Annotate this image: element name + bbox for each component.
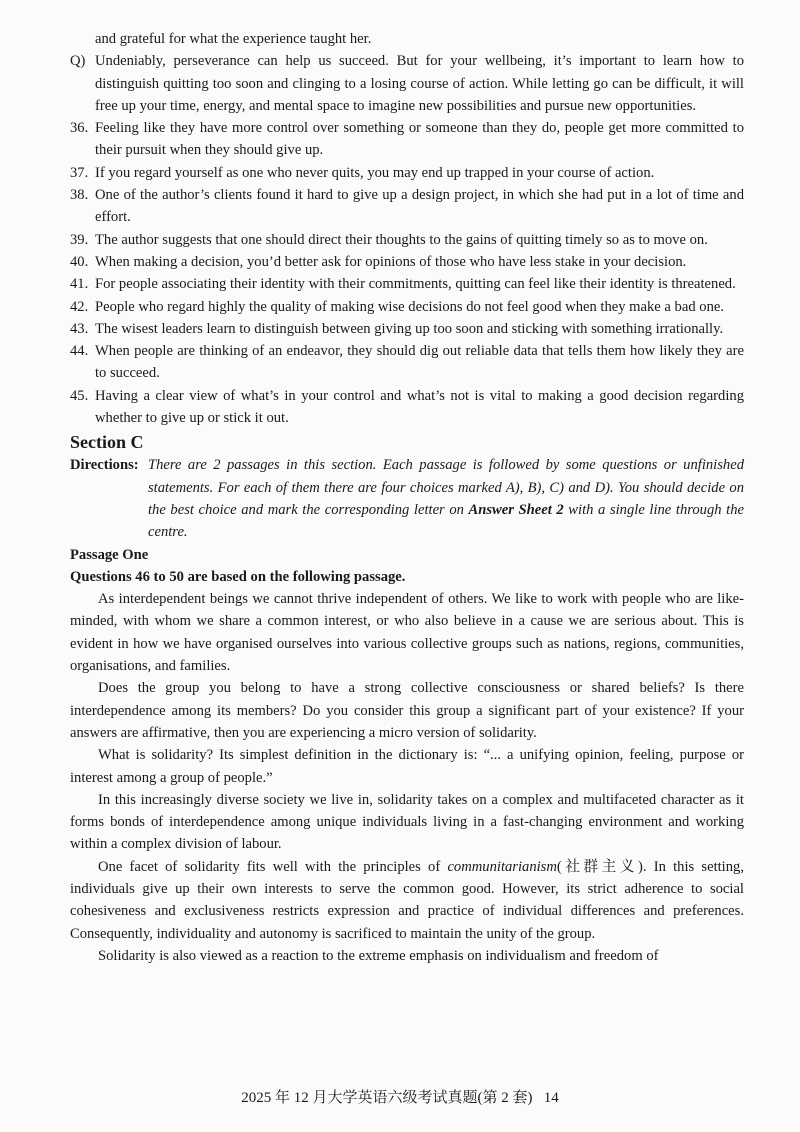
statement-text: People who regard highly the quality of making wise decisions do not feel good when they make a bad one. xyxy=(95,298,724,315)
footer-title: 2025 年 12 月大学英语六级考试真题(第 2 套) xyxy=(241,1090,533,1106)
statement-number: 44. xyxy=(70,343,89,360)
passage-title: Passage One xyxy=(70,546,149,563)
passage-paragraph xyxy=(70,856,744,945)
section-title: Section C xyxy=(70,432,144,453)
statement-item xyxy=(70,117,744,162)
communitarianism-term: communitarianism xyxy=(447,858,557,875)
intro-continuation: and grateful for what the experience taught her. xyxy=(95,31,372,47)
directions-label: Directions: xyxy=(70,457,139,474)
statement-item xyxy=(70,162,744,184)
passage-paragraph: Solidarity is also viewed as a reaction to the extreme emphasis on individualism and freedom of xyxy=(98,947,659,964)
page-footer xyxy=(0,1087,800,1109)
statement-text: If you regard yourself as one who never quits, you may end up trapped in your course of action. xyxy=(95,164,655,181)
statement-number: 38. xyxy=(70,187,89,204)
statement-item xyxy=(70,273,744,295)
statement-text: For people associating their identity with their commitments, quitting can feel like their identity is threatened. xyxy=(95,276,736,293)
statement-number: 43. xyxy=(70,320,89,337)
exam-page xyxy=(70,28,744,967)
statement-item xyxy=(70,296,744,318)
statement-text: Feeling like they have more control over something or someone than they do, people get more committed to their pursuit when they should give up. xyxy=(95,120,744,159)
directions-text xyxy=(148,454,744,543)
directions-text-part-1: There are 2 passages in this section. Each passage is followed by some questions or unfinished statements. For each of them there are four choices marked A), B), C) and D). You should decide on the best choice and mark the corresponding letter on xyxy=(148,457,744,518)
statement-item xyxy=(70,340,744,385)
page-number: 14 xyxy=(543,1090,559,1106)
statement-item xyxy=(70,318,744,340)
questions-heading: Questions 46 to 50 are based on the following passage. xyxy=(70,568,406,585)
statement-number: 42. xyxy=(70,298,89,315)
paragraph-text-after: . In this setting, individuals give up their own interests to serve the common good. However, its strict adherence to social cohesiveness and exclusiveness restricts expression and practice of individual differences and preferences. Consequently, individuality and autonomy is sacrificed to maintain the unity of the group. xyxy=(70,858,744,942)
statement-item xyxy=(70,229,744,251)
chinese-gloss: (社群主义) xyxy=(556,858,643,875)
passage-paragraph: What is solidarity? Its simplest definition in the dictionary is: “... a unifying opinion, feeling, purpose or interest among a group of people.” xyxy=(70,747,744,786)
paragraph-text: Undeniably, perseverance can help us succeed. But for your wellbeing, it’s important to learn how to distinguish quitting too soon and clinging to a losing course of action. While letting go can be difficult, it will free up your time, energy, and mental space to imagine new possibilities and pursue new opportunities. xyxy=(95,53,744,114)
statement-text: The wisest leaders learn to distinguish between giving up too soon and sticking with something irrationally. xyxy=(95,320,724,337)
passage-paragraph: As interdependent beings we cannot thrive independent of others. We like to work with people who are like-minded, with whom we share a common interest, or who also believe in a cause we are serious about. This is evident in how we have organised ourselves into various collective groups such as nations, regions, communities, organisations, and families. xyxy=(70,591,744,675)
passage-paragraph: In this increasingly diverse society we live in, solidarity takes on a complex and multifaceted character as it forms bonds of interdependence among unique individuals living in a fast-changing environment and working within a complex division of labour. xyxy=(70,791,744,853)
statement-text: One of the author’s clients found it hard to give up a design project, in which she had put in a lot of time and effort. xyxy=(95,187,744,226)
paragraph-label: Q) xyxy=(70,53,86,70)
directions-block xyxy=(70,454,744,543)
statement-number: 36. xyxy=(70,120,89,137)
directions-text-part-2: with a single line through the centre. xyxy=(148,501,744,541)
statement-number: 40. xyxy=(70,253,89,270)
statement-number: 41. xyxy=(70,276,89,293)
statement-number: 39. xyxy=(70,231,89,248)
statement-text: When people are thinking of an endeavor, they should dig out reliable data that tells them how likely they are to succeed. xyxy=(95,343,744,382)
statement-number: 37. xyxy=(70,164,89,181)
statement-text: Having a clear view of what’s in your control and what’s not is vital to making a good decision regarding whether to give up or stick it out. xyxy=(95,387,744,427)
passage-paragraph: Does the group you belong to have a strong collective consciousness or shared beliefs? Is there interdependence among its members? Do you consider this group a significant part of your existence? If your answers are affirmative, then you are experiencing a micro version of solidarity. xyxy=(70,680,744,741)
statement-item xyxy=(70,385,744,430)
statement-item xyxy=(70,184,744,229)
paragraph-text-before: One facet of solidarity fits well with the principles of xyxy=(98,858,448,875)
answer-sheet-reference: Answer Sheet 2 xyxy=(468,501,564,518)
passage-paragraph-q xyxy=(70,50,744,117)
statement-text: The author suggests that one should direct their thoughts to the gains of quitting timely so as to move on. xyxy=(95,231,708,248)
statement-text: When making a decision, you’d better ask for opinions of those who have less stake in your decision. xyxy=(95,253,687,270)
statement-number: 45. xyxy=(70,387,89,404)
statement-item xyxy=(70,251,744,273)
